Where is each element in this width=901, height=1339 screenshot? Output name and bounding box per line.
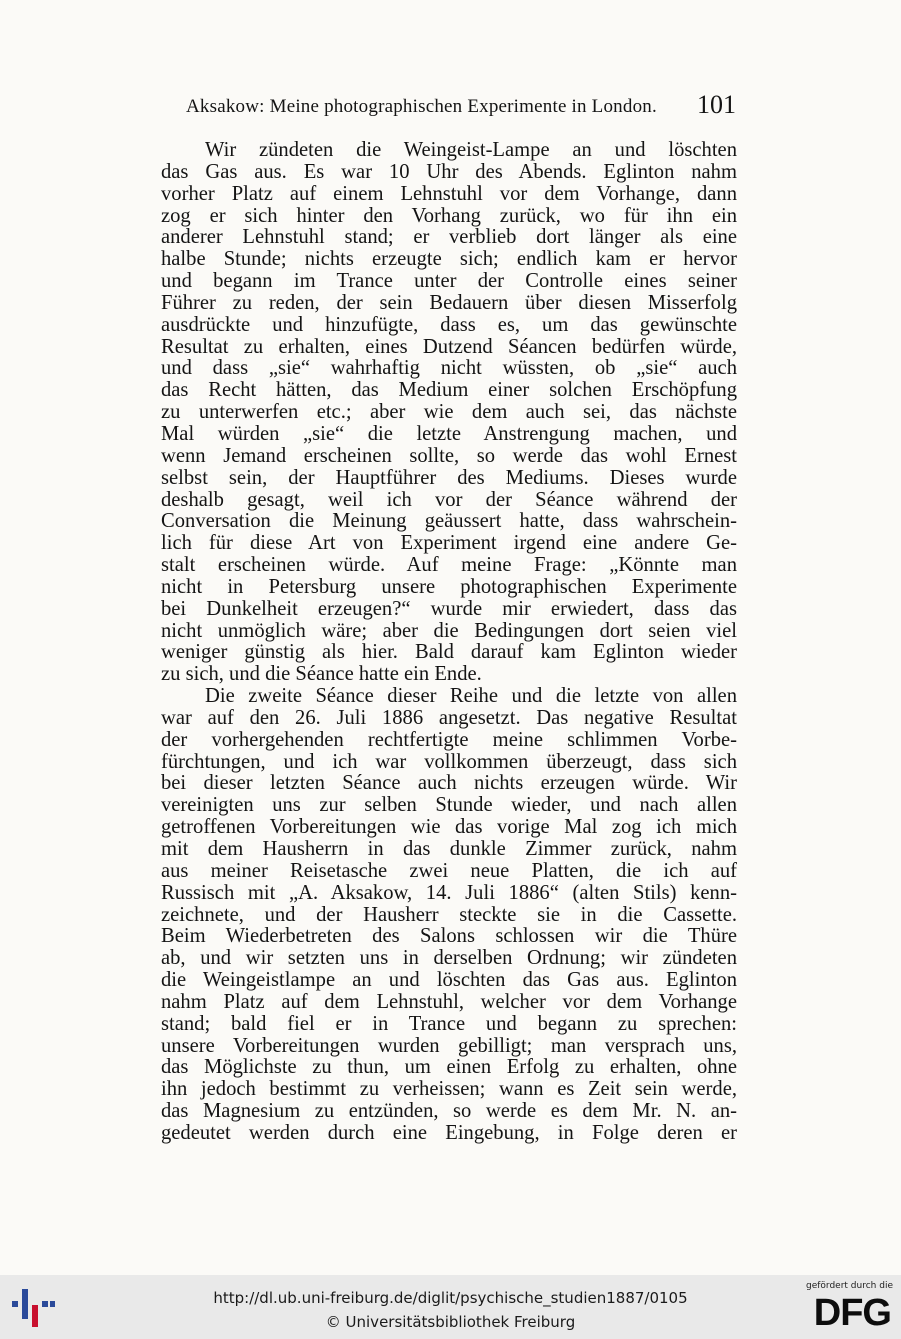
text-line: wenn Jemand erscheinen sollte, so werde das wohl Ernest: [161, 445, 737, 467]
text-line: nahm Platz auf dem Lehnstuhl, welcher vor dem Vorhange: [161, 991, 737, 1013]
text-line: anderer Lehnstuhl stand; er verblieb dort länger als eine: [161, 227, 737, 249]
text-line: fürchtungen, und ich war vollkommen überzeugt, dass sich: [161, 751, 737, 773]
text-line: bei dieser letzten Séance auch nichts erzeugen würde. Wir: [161, 773, 737, 795]
text-line: Mal würden „sie“ die letzte Anstrengung machen, und: [161, 423, 737, 445]
text-line: deshalb gesagt, weil ich vor der Séance während der: [161, 489, 737, 511]
text-line: vorher Platz auf einem Lehnstuhl vor dem Vorhange, dann: [161, 183, 737, 205]
dfg-logo-icon: DFG: [813, 1292, 891, 1334]
text-line: Resultat zu erhalten, eines Dutzend Séancen bedürfen würde,: [161, 336, 737, 358]
body-text: [161, 140, 737, 1145]
text-line: halbe Stunde; nichts erzeugte sich; endlich kam er hervor: [161, 249, 737, 271]
text-line: aus meiner Reisetasche zwei neue Platten, die ich auf: [161, 860, 737, 882]
viewer-footer: [0, 1275, 901, 1339]
text-line: selbst sein, der Hauptführer des Mediums. Dieses wurde: [161, 467, 737, 489]
text-line: das Möglichste zu thun, um einen Erfolg zu erhalten, ohne: [161, 1057, 737, 1079]
text-line: Führer zu reden, der sein Bedauern über diesen Misserfolg: [161, 292, 737, 314]
text-line: bei Dunkelheit erzeugen?“ wurde mir erwiedert, dass das: [161, 598, 737, 620]
text-line: das Magnesium zu entzünden, so werde es dem Mr. N. an-: [161, 1101, 737, 1123]
text-line: und dass „sie“ wahrhaftig nicht wüssten, ob „sie“ auch: [161, 358, 737, 380]
text-line: stalt erscheinen würde. Auf meine Frage: „Könnte man: [161, 555, 737, 577]
text-line: ab, und wir setzten uns in derselben Ordnung; wir zündeten: [161, 948, 737, 970]
text-line: nicht in Petersburg unsere photographischen Experimente: [161, 576, 737, 598]
text-line: war auf den 26. Juli 1886 angesetzt. Das negative Resultat: [161, 707, 737, 729]
text-line: der vorhergehenden rechtfertigte meine schlimmen Vorbe-: [161, 729, 737, 751]
text-line: unsere Vorbereitungen wurden gebilligt; man versprach uns,: [161, 1035, 737, 1057]
dfg-logo: [793, 1281, 893, 1335]
text-line: gedeutet werden durch eine Eingebung, in Folge deren er: [161, 1122, 737, 1144]
text-line: Beim Wiederbetreten des Salons schlossen wir die Thüre: [161, 926, 737, 948]
funding-caption: gefördert durch die: [806, 1281, 893, 1291]
page-number: 101: [697, 90, 736, 119]
text-line: zu sich, und die Séance hatte ein Ende.: [161, 664, 482, 686]
text-line: vereinigten uns zur selben Stunde wieder, und nach allen: [161, 795, 737, 817]
text-line: zeichnete, und der Hausherr steckte sie in die Cassette.: [161, 904, 737, 926]
text-line: Wir zündeten die Weingeist-Lampe an und löschten: [205, 140, 737, 161]
text-line: Conversation die Meinung geäussert hatte, dass wahrschein-: [161, 511, 737, 533]
text-line: stand; bald fiel er in Trance und begann zu sprechen:: [161, 1013, 737, 1035]
permalink-url[interactable]: http://dl.ub.uni-freiburg.de/diglit/psychische_studien1887/0105: [213, 1289, 688, 1307]
text-line: nicht unmöglich wäre; aber die Bedingungen dort seien viel: [161, 620, 737, 642]
running-title: Aksakow: Meine photographischen Experimente in London.: [186, 96, 657, 117]
text-line: das Gas aus. Es war 10 Uhr des Abends. Eglinton nahm: [161, 161, 737, 183]
text-line: Russisch mit „A. Aksakow, 14. Juli 1886“ (alten Stils) kenn-: [161, 882, 737, 904]
text-line: die Weingeistlampe an und löschten das Gas aus. Eglinton: [161, 970, 737, 992]
text-line: lich für diese Art von Experiment irgend eine andere Ge-: [161, 533, 737, 555]
text-line: zog er sich hinter den Vorhang zurück, wo für ihn ein: [161, 205, 737, 227]
copyright-notice: © Universitätsbibliothek Freiburg: [325, 1313, 576, 1331]
running-head: [160, 90, 740, 124]
text-line: getroffenen Vorbereitungen wie das vorige Mal zog ich mich: [161, 817, 737, 839]
text-line: und begann im Trance unter der Controlle eines seiner: [161, 271, 737, 293]
text-line: ausdrückte und hinzufügte, dass es, um das gewünschte: [161, 314, 737, 336]
text-line: Die zweite Séance dieser Reihe und die letzte von allen: [205, 686, 737, 708]
text-line: mit dem Hausherrn in das dunkle Zimmer zurück, nahm: [161, 839, 737, 860]
text-line: zu unterwerfen etc.; aber wie dem auch sei, das nächste: [161, 402, 737, 424]
text-line: das Recht hätten, das Medium einer solchen Erschöpfung: [161, 380, 737, 402]
text-line: ihn jedoch bestimmt zu verheissen; wann es Zeit sein werde,: [161, 1079, 737, 1101]
text-line: weniger günstig als hier. Bald darauf kam Eglinton wieder: [161, 642, 737, 664]
